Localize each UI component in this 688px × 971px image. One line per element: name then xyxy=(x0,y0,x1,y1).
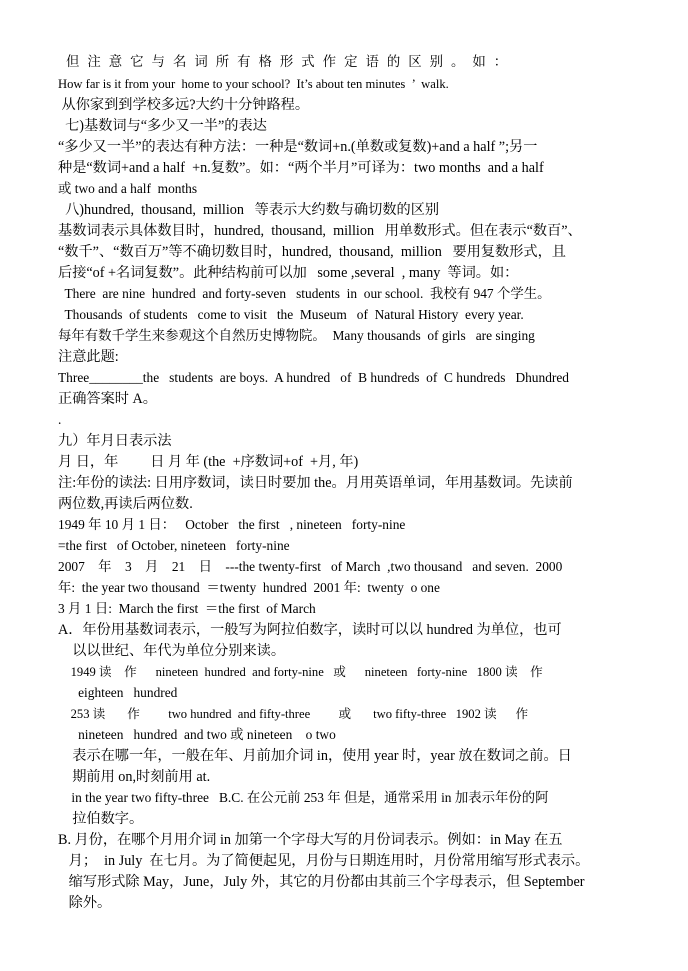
item-b-line-3: 缩写形式除 May，June，July 外，其它的月份都由其前三个字母表示，但 September xyxy=(58,874,585,890)
text-line-7: 或 two and a half months xyxy=(58,181,198,196)
text-line-3: 从你家到到学校多远?大约十分钟路程。 xyxy=(58,97,310,113)
text-line-22: 两位数,再读后两位数. xyxy=(58,496,193,512)
text-line-15: 注意此题: xyxy=(58,349,119,365)
text-line-21: 注:年份的读法: 日用序数词，读日时要加 the。月用英语单词，年用基数词。先读前 xyxy=(58,475,573,491)
question-line: Three________the students are boys. A hundred of B hundreds of C hundreds Dhundred xyxy=(58,370,569,385)
text-line-10: “数千”、“数百万”等不确切数目时，hundred, thousand, million 要用复数形式，且 xyxy=(58,244,566,260)
item-a-line-5: 253 读 作 two hundred and fifty-three 或 two fifty-three 1902 读 作 xyxy=(58,707,529,721)
section-heading-9: 九）年月日表示法 xyxy=(58,433,172,449)
item-b-line-1: B. 月份，在哪个月用介词 in 加第一个字母大写的月份词表示。例如：in May 在五 xyxy=(58,832,563,848)
text-line-2: How far is it from your home to your school? It’s about ten minutes ’ walk. xyxy=(58,77,449,91)
item-a-line-9: in the year two fifty-three B.C. 在公元前 253 年 但是，通常采用 in 加表示年份的阿 xyxy=(58,790,549,805)
item-a-line-7: 表示在哪一年，一般在年、月前加介词 in，使用 year 时，year 放在数词之前。日 xyxy=(58,748,572,764)
text-line-24: =the first of October, nineteen forty-nine xyxy=(58,538,290,553)
text-line-23: 1949 年 10 月 1 日： October the first , nineteen forty-nine xyxy=(58,517,406,532)
example-sentence-2: Thousands of students come to visit the Museum of Natural History every year. xyxy=(58,307,524,322)
item-a-line-4: eighteen hundred xyxy=(58,685,178,700)
text-line-6: 种是“数词+and a half +n.复数”。如：“两个半月”可译为：two months and a half xyxy=(58,160,544,176)
item-a-line-1: A．年份用基数词表示，一般写为阿拉伯数字，读时可以以 hundred 为单位，也可 xyxy=(58,622,562,638)
item-a-line-2: 以以世纪、年代为单位分别来读。 xyxy=(58,643,286,659)
item-a-line-3: 1949 读 作 nineteen hundred and forty-nine 或 nineteen forty-nine 1800 读 作 xyxy=(58,665,543,679)
text-line-20: 月 日，年 日 月 年 (the +序数词+of +月, 年) xyxy=(58,454,359,470)
text-line-27: 3 月 1 日: March the first ＝the first of March xyxy=(58,601,316,616)
text-line-1: 但注意它与名词所有格形式作定语的区别。如： xyxy=(66,54,516,69)
dot-line: . xyxy=(58,412,62,427)
item-a-line-6: nineteen hundred and two 或 nineteen o two xyxy=(58,727,336,742)
text-line-25: 2007 年 3 月 21 日 ---the twenty-first of March ,two thousand and seven. 2000 xyxy=(58,559,563,574)
text-line-26: 年: the year two thousand ＝twenty hundred 2001 年: twenty o one xyxy=(58,580,440,595)
item-b-line-4: 除外。 xyxy=(58,895,112,911)
text-line-11: 后接“of +名词复数”。此种结构前可以加 some ,several , many 等词。如： xyxy=(58,265,519,281)
item-a-line-10: 拉伯数字。 xyxy=(58,811,144,827)
item-a-line-8: 期前用 on,时刻前用 at. xyxy=(58,769,211,785)
text-line-5: “多少又一半”的表达有种方法：一种是“数词+n.(单数或复数)+and a half ”;另一 xyxy=(58,139,538,155)
answer-line: 正确答案时 A。 xyxy=(58,391,157,407)
section-heading-7: 七)基数词与“多少又一半”的表达 xyxy=(58,118,267,134)
item-b-line-2: 月； in July 在七月。为了简便起见，月份与日期连用时，月份常用缩写形式表示。 xyxy=(58,853,590,869)
text-line-9: 基数词表示具体数目时，hundred, thousand, million 用单数形式。但在表示“数百”、 xyxy=(58,223,582,239)
text-line-14: 每年有数千学生来参观这个自然历史博物院。 Many thousands of girls are singing xyxy=(58,328,535,343)
example-sentence-1: There are nine hundred and forty-seven students in our school. 我校有 947 个学生。 xyxy=(58,286,551,301)
section-heading-8: 八)hundred, thousand, million 等表示大约数与确切数的区别 xyxy=(58,202,440,218)
